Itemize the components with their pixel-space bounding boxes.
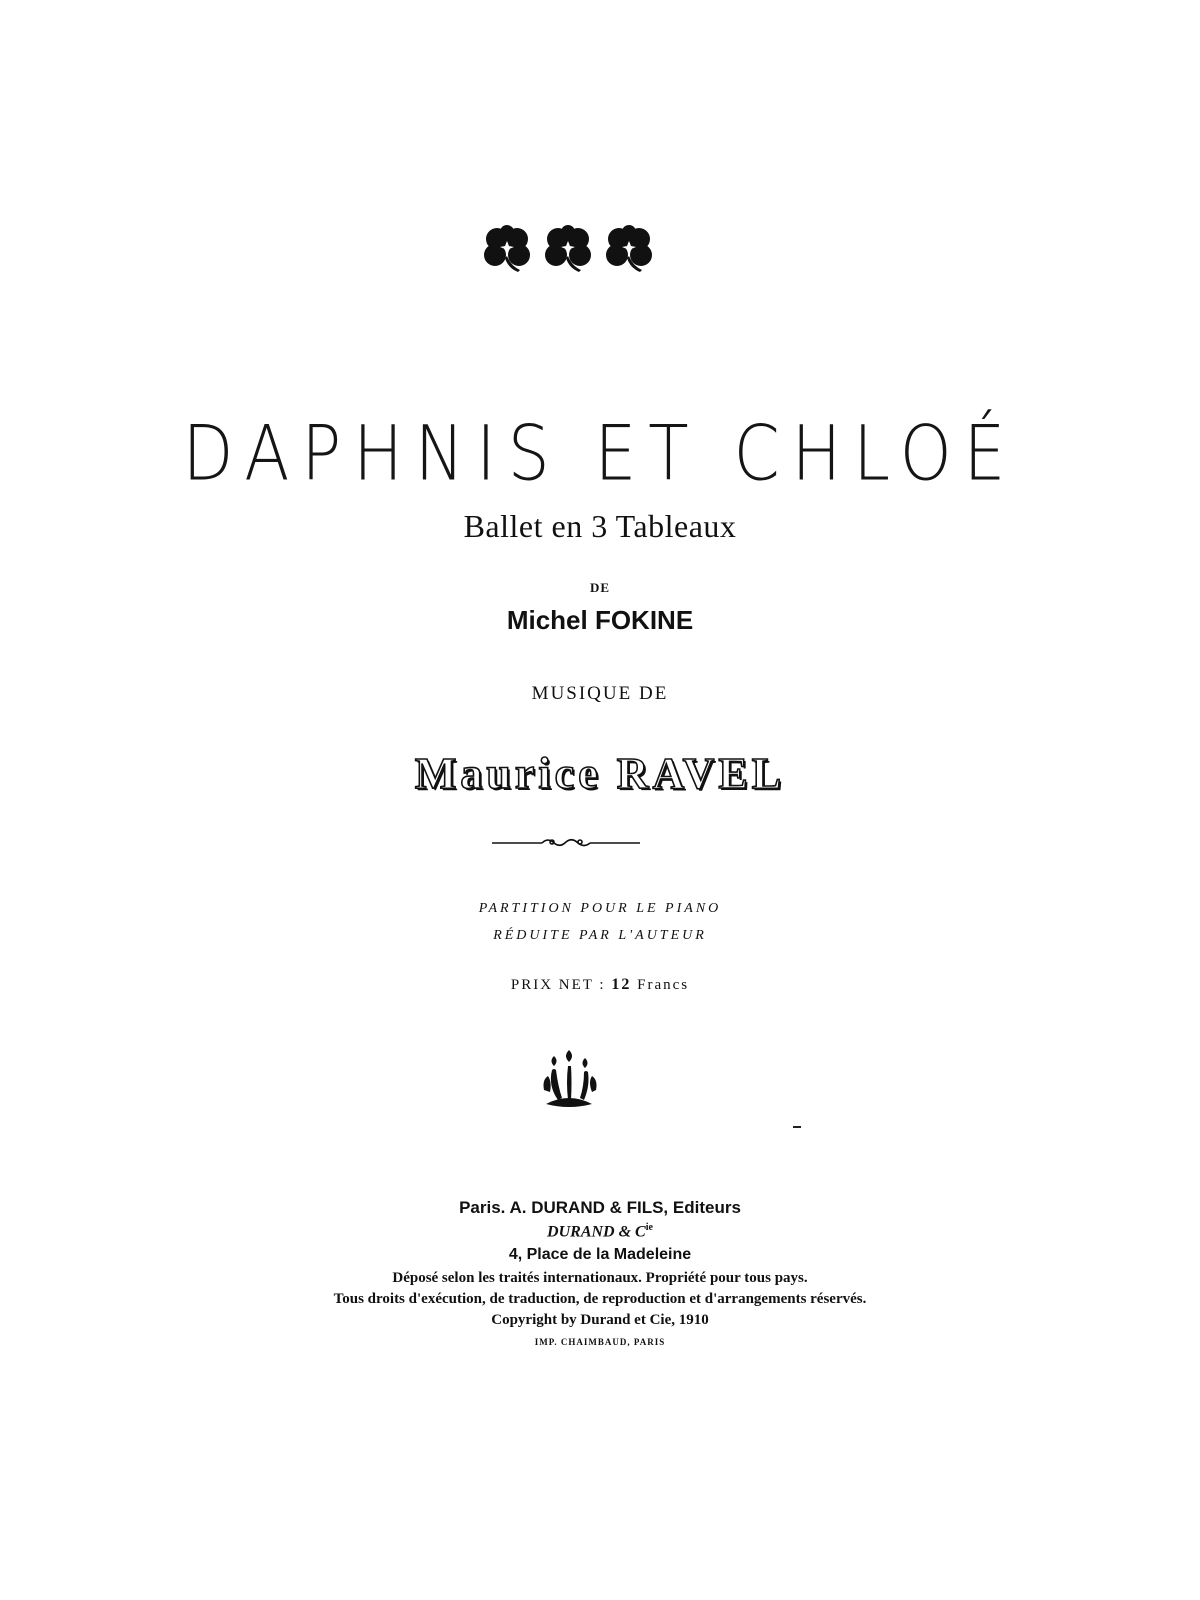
legal-line-1: Déposé selon les traités internationaux. Propriété pour tous pays.: [392, 1270, 808, 1286]
price-line: [0, 976, 1200, 994]
printer-line: IMP. CHAIMBAUD, PARIS: [534, 1337, 666, 1347]
price-prefix: PRIX NET :: [510, 977, 606, 993]
clover-ornament: [478, 222, 658, 274]
price-unit: Francs: [637, 977, 690, 993]
legal-line-2: Tous droits d'exécution, de traduction, de reproduction et d'arrangements réservés.: [333, 1291, 867, 1307]
copyright-line: Copyright by Durand et Cie, 1910: [491, 1312, 709, 1328]
publisher-address: 4, Place de la Madeleine: [508, 1246, 692, 1263]
clover-icon: [478, 222, 536, 274]
scroll-divider-icon: [490, 835, 642, 849]
work-title: DAPHNIS ET CHLOÉ: [182, 409, 1018, 498]
clover-icon: [539, 222, 597, 274]
choreographer-name: Michel FOKINE: [506, 605, 694, 635]
music-by-label: MUSIQUE DE: [531, 683, 669, 704]
clover-icon: [600, 222, 658, 274]
publisher-suffix: ie: [645, 1222, 653, 1233]
price-value: 12: [611, 976, 632, 993]
edition-line-2: RÉDUITE PAR L'AUTEUR: [493, 928, 707, 943]
by-label: DE: [589, 580, 611, 595]
publisher-line-1: Paris. A. DURAND & FILS, Editeurs: [459, 1198, 741, 1217]
composer-name: Maurice RAVEL: [414, 749, 786, 798]
stray-mark: [793, 1126, 801, 1128]
publisher-line-2: [0, 1222, 1200, 1241]
floral-vignette-icon: [538, 1048, 600, 1110]
edition-line-1: PARTITION POUR LE PIANO: [478, 901, 722, 916]
publisher-name-italic: DURAND & C: [547, 1223, 646, 1241]
work-subtitle: Ballet en 3 Tableaux: [463, 508, 737, 544]
